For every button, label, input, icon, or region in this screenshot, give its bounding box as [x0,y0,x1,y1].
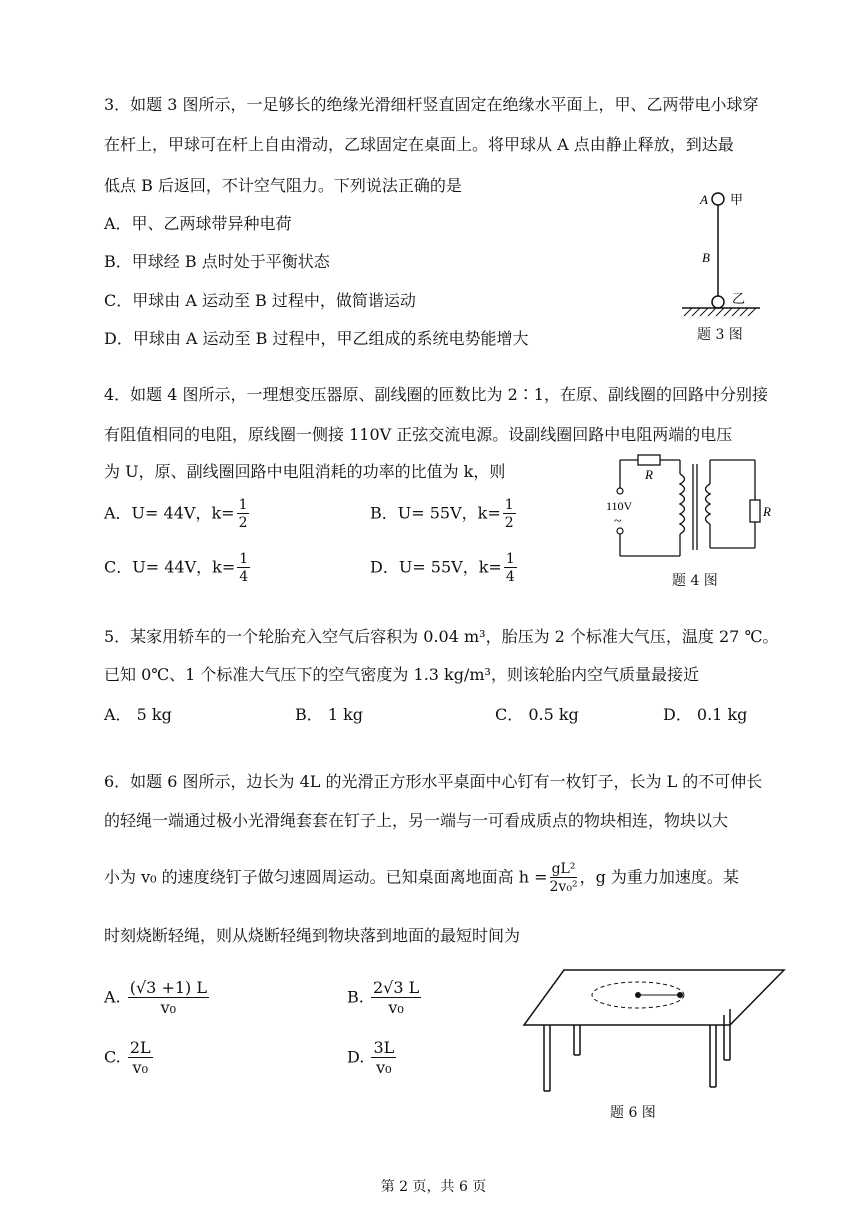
table-top [524,970,784,1025]
numerator: 1 [505,551,515,567]
fig3-label-a: A [700,192,708,207]
q6-line-4: 时刻烧断轻绳，则从烧断轻绳到物块落到地面的最短时间为 [104,926,521,945]
q4-option-b-fraction [503,498,516,530]
denominator: 4 [505,569,515,585]
q4-option-d [370,552,519,584]
q3-line-3: 低点 B 后返回，不计空气阻力。下列说法正确的是 [104,176,462,195]
q6-option-c-fraction [128,1040,153,1076]
q5-option-d: D． 0.1 kg [663,705,748,724]
q6-option-c-label: C. [104,1047,121,1067]
q4-line-2: 有阻值相同的电阻，原线圈一侧接 110V 正弦交流电源。设副线圈回路中电阻两端的电压 [104,425,733,444]
q6-option-d-fraction [371,1040,396,1076]
q6-option-d [347,1040,398,1076]
fig4-label-r2: R [763,504,771,519]
denominator: v₀ [388,998,404,1017]
fig3-label-yi: 乙 [732,292,746,307]
q6-option-a [104,980,211,1016]
q5-option-b: B． 1 kg [295,705,364,724]
q4-option-c-fraction [237,552,250,584]
q6-line-2: 的轻绳一端通过极小光滑绳套套在钉子上，另一端与一可看成质点的物块相连，物块以大 [104,811,729,830]
q3-option-a: A．甲、乙两球带异种电荷 [104,214,292,233]
q6-option-b [347,980,423,1016]
q6-figure [520,965,790,1105]
q4-option-a-text: A．U= 44V，k= [104,503,235,523]
fig4-label-voltage: 110V [606,499,633,513]
block [677,992,683,998]
fig3-label-b: B [702,250,710,265]
denominator: 2 [504,515,514,531]
fig4-label-r1: R [645,467,653,482]
q5-line-1: 5．某家用轿车的一个轮胎充入空气后容积为 0.04 m³，胎压为 2 个标准大气压，温度 27 ℃。 [104,627,779,646]
ball-yi [712,296,724,308]
ball-jia [712,193,724,205]
q4-option-c-text: C．U= 44V，k= [104,557,236,577]
q6-option-b-fraction [371,980,421,1016]
numerator: (√3 +1) L [129,978,207,997]
q3-line-2: 在杆上，甲球可在杆上自由滑动，乙球固定在桌面上。将甲球从 A 点由静止释放，到达最 [104,135,734,154]
denominator: v₀ [376,1058,392,1077]
q4-option-a [104,498,251,530]
q4-option-c [104,552,252,584]
numerator: 2√3 L [372,978,420,997]
numerator: 1 [239,551,249,567]
q3-line-1: 3．如题 3 图所示，一足够长的绝缘光滑细杆竖直固定在绝缘水平面上，甲、乙两带电小球穿 [104,95,759,114]
denominator: 4 [239,569,249,585]
fig3-label-jia: 甲 [730,193,744,208]
nail [635,992,641,998]
ground-hatch [684,308,756,316]
q6-option-d-label: D. [347,1047,365,1067]
page-footer: 第 2 页，共 6 页 [380,1179,487,1195]
denominator: v₀ [160,998,177,1017]
q4-line-3: 为 U，原、副线圈回路中电阻消耗的功率的比值为 k，则 [104,462,506,481]
q4-figure [600,450,770,570]
q6-option-a-fraction [128,980,209,1016]
q3-option-b: B．甲球经 B 点时处于平衡状态 [104,252,330,271]
q3-option-c: C．甲球由 A 运动至 B 过程中，做简谐运动 [104,291,416,310]
q6-line-3-text-b: ，g 为重力加速度。某 [579,867,739,887]
numerator: 1 [504,497,514,513]
q4-option-d-fraction [504,552,517,584]
q3-option-d: D．甲球由 A 运动至 B 过程中，甲乙组成的系统电势能增大 [104,329,529,348]
q3-figure-caption: 题 3 图 [697,327,743,343]
q5-option-c: C． 0.5 kg [495,705,579,724]
q6-option-b-label: B. [347,987,364,1007]
q4-line-1: 4．如题 4 图所示，一理想变压器原、副线圈的匝数比为 2∶1，在原、副线圈的回路中分别接 [104,385,768,404]
q6-line-3 [104,862,739,894]
q4-option-d-text: D．U= 55V，k= [370,557,502,577]
numerator: gL² [551,861,576,877]
q3-figure [670,185,770,345]
q4-option-a-fraction [237,498,250,530]
numerator: 1 [238,497,248,513]
q5-line-2: 已知 0℃、1 个标准大气压下的空气密度为 1.3 kg/m³，则该轮胎内空气质量最接近 [104,665,699,684]
q4-option-b-text: B．U= 55V，k= [370,503,501,523]
q6-figure-caption: 题 6 图 [610,1105,656,1121]
denominator: 2v₀² [549,879,578,895]
q6-option-c [104,1040,155,1076]
q4-option-b [370,498,518,530]
denominator: v₀ [132,1058,148,1077]
q5-option-a: A． 5 kg [104,705,172,724]
fig4-label-ac: ~ [614,514,622,529]
q6-option-a-label: A. [104,987,121,1007]
q6-line-3-text-a: 小为 v₀ 的速度绕钉子做匀速圆周运动。已知桌面离地面高 h = [104,867,548,887]
denominator: 2 [238,515,248,531]
numerator: 2L [129,1038,151,1057]
q6-height-fraction [550,862,578,894]
q6-line-1: 6．如题 6 图所示，边长为 4L 的光滑正方形水平桌面中心钉有一枚钉子，长为 L 的不可伸长 [104,772,763,791]
q4-figure-caption: 题 4 图 [672,573,718,589]
numerator: 3L [373,1038,395,1057]
